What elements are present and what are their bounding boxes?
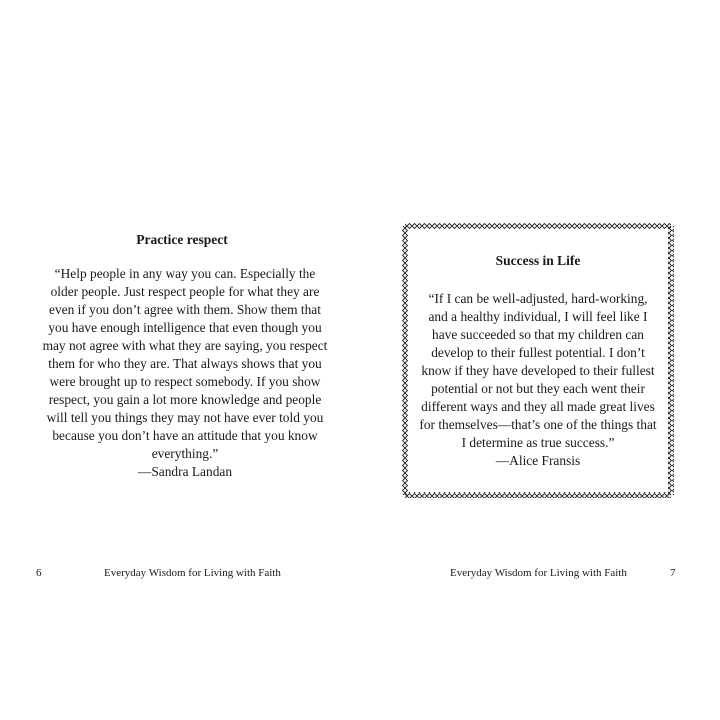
quote-line: develop to their fullest potential. I don’t [431, 345, 645, 360]
quote-line: older people. Just respect people for what they are [50, 284, 320, 299]
quote-line: different ways and they all made great lives [421, 399, 655, 414]
page-number: 6 [36, 567, 42, 579]
quote-line: you have enough intelligence that even though you [48, 320, 322, 335]
quote-line: and a healthy individual, I will feel like I [428, 309, 648, 324]
quote-line: respect, you gain a lot more knowledge and people [48, 392, 322, 407]
quote-line: will tell you things they may not have ever told you [46, 410, 324, 425]
quote-line: them for who they are. That always shows that you [48, 356, 322, 371]
quote-block [20, 265, 350, 481]
quote-line: “If I can be well-adjusted, hard-working, [428, 291, 648, 306]
running-footer: Everyday Wisdom for Living with Faith [450, 567, 627, 579]
page-title: Practice respect [136, 232, 228, 247]
attribution: —Sandra Landan [137, 464, 233, 479]
quote-line: have succeeded so that my children can [432, 327, 644, 342]
quote-line: know if they have developed to their fullest [421, 363, 655, 378]
quote-line: even if you don’t agree with them. Show them that [49, 302, 321, 317]
right-page [360, 0, 720, 720]
quote-line: for themselves—that’s one of the things that [419, 417, 657, 432]
page-title: Success in Life [495, 253, 581, 268]
quote-line: “Help people in any way you can. Especially the [54, 266, 316, 281]
page-number: 7 [670, 567, 676, 579]
quote-line: because you don’t have an attitude that you know [52, 428, 318, 443]
attribution: —Alice Fransis [495, 453, 581, 468]
quote-line: may not agree with what they are saying, you respect [42, 338, 328, 353]
quote-block [402, 290, 674, 470]
quote-line: I determine as true success.” [461, 435, 615, 450]
quote-line: everything.” [151, 446, 219, 461]
quote-line: were brought up to respect somebody. If you show [49, 374, 321, 389]
quote-line: potential or not but they each went their [431, 381, 645, 396]
running-footer: Everyday Wisdom for Living with Faith [104, 567, 281, 579]
